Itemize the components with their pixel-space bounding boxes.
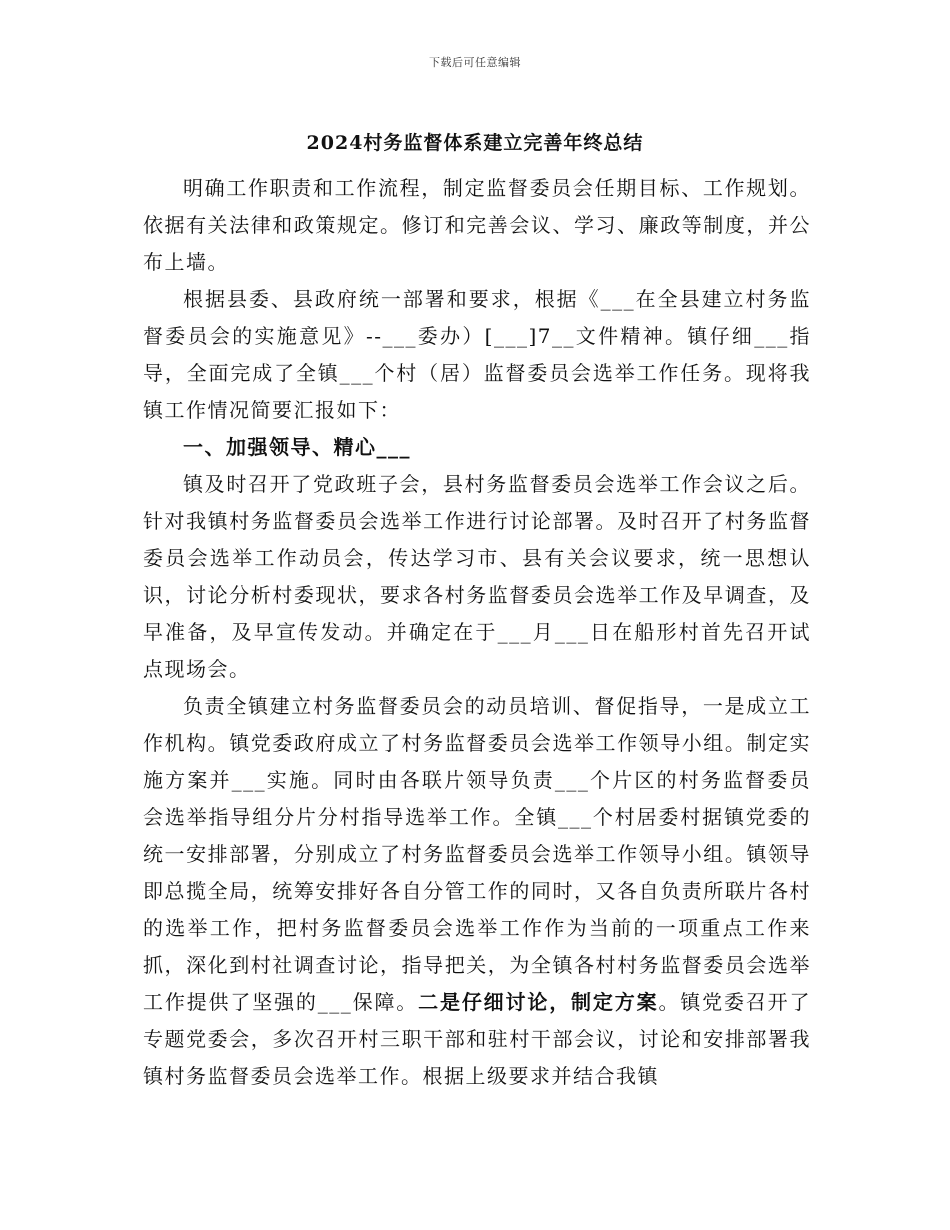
document-body xyxy=(143,170,811,1095)
paragraph-4 xyxy=(143,688,811,1095)
paragraph-2: 根据县委、县政府统一部署和要求，根据《___在全县建立村务监督委员会的实施意见》--___委办）[___]7__文件精神。镇仔细___指导，全面完成了全镇___个村（居）监督委员会选举工作任务。现将我镇工作情况简要汇报如下： xyxy=(143,287,811,422)
section-heading-1: 一、加强领导、精心___ xyxy=(183,435,411,459)
paragraph-1: 明确工作职责和工作流程，制定监督委员会任期目标、工作规划。依据有关法律和政策规定。修订和完善会议、学习、廉政等制度，并公布上墙。 xyxy=(143,176,811,274)
document-title: 2024村务监督体系建立完善年终总结 xyxy=(306,132,644,154)
paragraph-3: 镇及时召开了党政班子会，县村务监督委员会选举工作会议之后。针对我镇村务监督委员会选举工作进行讨论部署。及时召开了村务监督委员会选举工作动员会，传达学习市、县有关会议要求，统一思想认识，讨论分析村委现状，要求各村务监督委员会选举工作及早调查，及早准备，及早宣传发动。并确定在于___月___日在船形村首先召开试点现场会。 xyxy=(143,472,811,681)
paragraph-4-start: 负责全镇建立村务监督委员会的动员培训、督促指导，一是成立工作机构。镇党委政府成立了村务监督委员会选举工作领导小组。制定实施方案并___实施。同时由各联片领导负责___个片区的村务监督委员会选举指导组分片分村指导选举工作。全镇___个村居委村据镇党委的统一安排部署，分别成立了村务监督委员会选举工作领导小组。镇领导即总揽全局，统筹安排好各自分管工作的同时，又各自负责所联片各村的选举工作，把村务监督委员会选举工作作为当前的一项重点工作来抓，深化到村社调查讨论，指导把关，为全镇各村村务监督委员会选举工作提供了坚强的___保障。 xyxy=(143,694,811,1014)
paragraph-4-end: 。镇党委召开了专题党委会，多次召开村三职干部和驻村干部会议，讨论和安排部署我镇村务监督委员会选举工作。根据上级要求并结合我镇 xyxy=(143,990,812,1088)
paragraph-4-bold-phrase: 二是仔细讨论，制定方案 xyxy=(418,990,659,1014)
header-note: 下载后可任意编辑 xyxy=(429,56,521,69)
